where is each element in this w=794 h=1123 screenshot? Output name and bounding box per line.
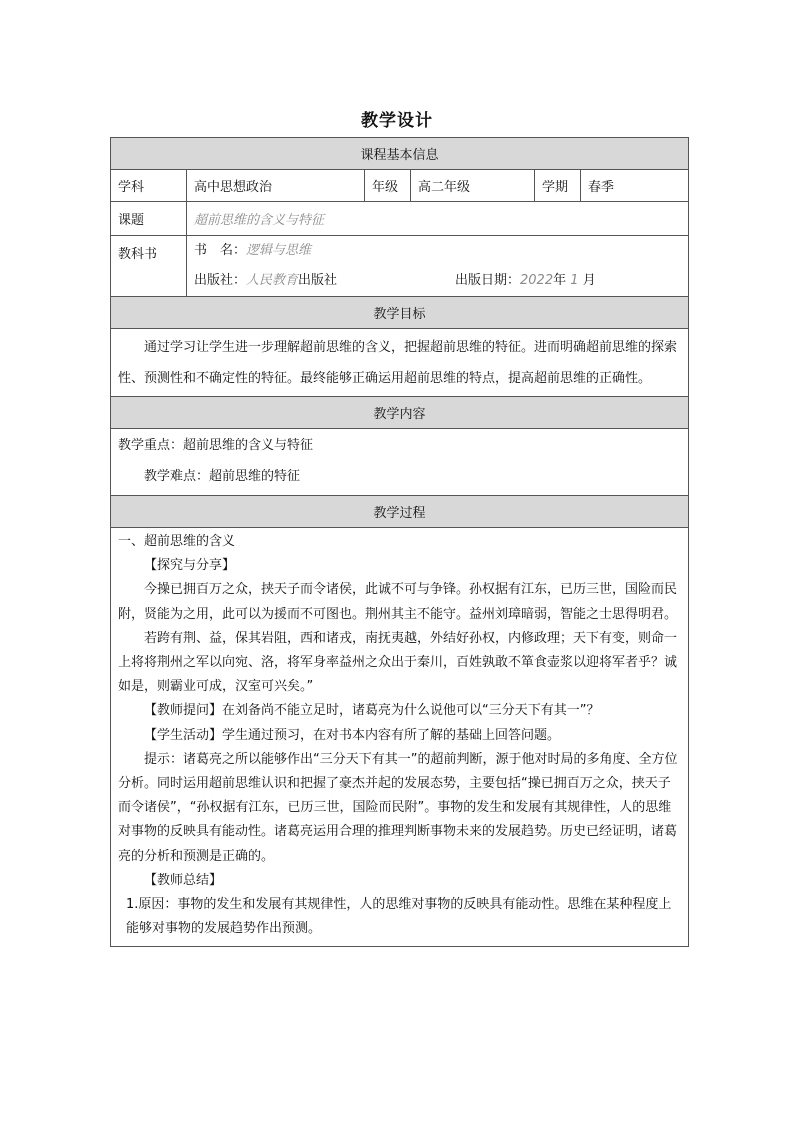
- book-name-value: 逻辑与思维: [246, 243, 312, 258]
- teacher-question: [118, 699, 681, 723]
- topic-label: 课题: [111, 202, 187, 236]
- term-label: 学期: [535, 170, 581, 202]
- publisher-line: [194, 266, 681, 296]
- book-name-line: [194, 236, 681, 266]
- process-header: 教学过程: [111, 496, 689, 528]
- book-name-label: 书 名：: [194, 243, 247, 258]
- difficulty-point: 教学难点：超前思维的特征: [144, 469, 301, 484]
- content-header-row: [111, 397, 689, 429]
- hint-text: 提示：诸葛亮之所以能够作出“三分天下有其一”的超前判断，源于他对时局的多角度、全方位分析。同时运用超前思维认识和把握了豪杰并起的发展态势，主要包括“操已拥百万之众，挟天子而令诸侯”，“孙权据有江东，已历三世，国险而民附”。事物的发生和发展有其规律性，人的思维对事物的反映具有能动性。诸葛亮运用合理的推理判断事物未来的发展趋势。历史已经证明，诸葛亮的分析和预测是正确的。: [118, 751, 678, 864]
- pubdate-month: 1: [570, 273, 579, 288]
- explore-label: 【探究与分享】: [144, 558, 236, 574]
- objectives-row: [111, 329, 689, 397]
- subject-label: 学科: [111, 170, 187, 202]
- teacher-question-text: 在刘备尚不能立足时，诸葛亮为什么说他可以“三分天下有其一”？: [222, 703, 600, 719]
- process-cell: [111, 528, 689, 947]
- subject-row: [111, 170, 689, 202]
- process-para1: 今操已拥百万之众，挟天子而令诸侯，此诚不可与争锋。孙权据有江东，已历三世，国险而民附，贤能为之用，此可以为援而不可图也。荆州其主不能守。益州刘璋暗弱，智能之士思得明君。: [118, 582, 678, 622]
- publisher-suffix: 出版社: [298, 273, 338, 288]
- objectives-text: 通过学习让学生进一步理解超前思维的含义，把握超前思维的特征。进而明确超前思维的探索性、预测性和不确定性的特征。最终能够正确运用超前思维的特点，提高超前思维的正确性。: [118, 340, 678, 386]
- pubdate: [455, 266, 596, 296]
- summary-label: 【教师总结】: [144, 872, 223, 888]
- subject-value: 高中思想政治: [187, 170, 365, 202]
- pubdate-year: 2022: [520, 273, 554, 288]
- process-para2: 若跨有荆、益，保其岩阻，西和诸戎，南抚夷越，外结好孙权，内修政理；天下有变，则命一上将将荆州之军以向宛、洛，将军身率益州之众出于秦川，百姓孰敢不箪食壶浆以迎将军者乎？诚如是，则霸业可成，汉室可兴矣。”: [118, 630, 678, 695]
- year-char: 年: [553, 273, 567, 288]
- pubdate-label: 出版日期：: [455, 273, 521, 288]
- content-header: 教学内容: [111, 397, 689, 429]
- process-heading: 一、超前思维的含义: [118, 534, 236, 549]
- topic-row: [111, 202, 689, 236]
- student-activity: [118, 724, 681, 748]
- objectives-header: 教学目标: [111, 297, 689, 329]
- publisher-label: 出版社：: [194, 273, 247, 288]
- basic-info-header-row: [111, 138, 689, 170]
- textbook-info: [187, 236, 689, 297]
- topic-value: 超前思维的含义与特征: [187, 202, 689, 236]
- textbook-label: 教科书: [111, 236, 187, 297]
- month-char: 月: [582, 273, 596, 288]
- student-activity-text: 学生通过预习，在对书本内容有所了解的基础上回答问题。: [222, 727, 561, 743]
- process-header-row: [111, 496, 689, 528]
- grade-label: 年级: [365, 170, 411, 202]
- objectives-cell: [111, 329, 689, 397]
- page-title: 教学设计: [361, 111, 433, 131]
- publisher-value: 人民教育: [246, 273, 299, 288]
- lesson-table: [110, 137, 689, 947]
- textbook-row: [111, 236, 689, 297]
- process-row: [111, 528, 689, 947]
- student-activity-label: 【学生活动】: [144, 727, 223, 743]
- content-row: [111, 429, 689, 496]
- basic-info-header: 课程基本信息: [111, 138, 689, 170]
- term-value: 春季: [581, 170, 689, 202]
- point1-text: 1.原因：事物的发生和发展有其规律性，人的思维对事物的反映具有能动性。思维在某种程度上能够对事物的发展趋势作出预测。: [126, 897, 672, 937]
- grade-value: 高二年级: [411, 170, 535, 202]
- content-cell: [111, 429, 689, 496]
- teacher-question-label: 【教师提问】: [144, 703, 223, 719]
- key-point: 教学重点：超前思维的含义与特征: [118, 438, 314, 453]
- objectives-header-row: [111, 297, 689, 329]
